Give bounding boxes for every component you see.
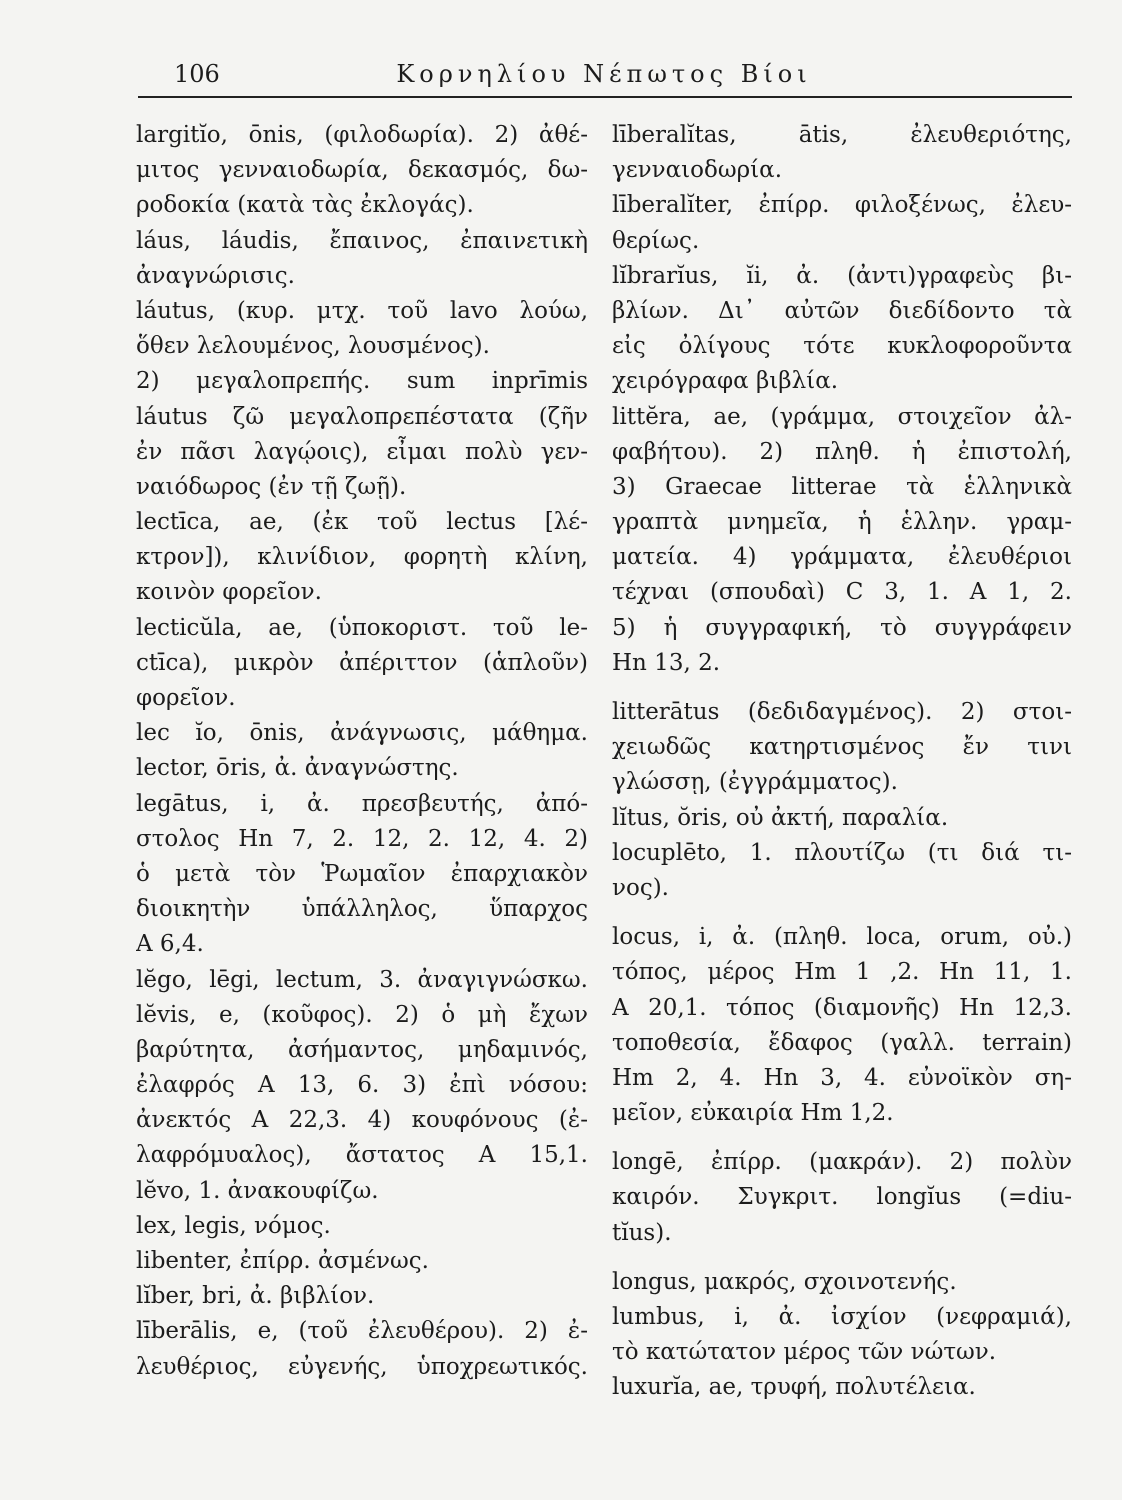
dictionary-line: τὸ κατώτατον μέρος τῶν νώτων. xyxy=(612,1339,997,1366)
dictionary-line: εἰς ὀλίγους τότε κυκλοφοροῦντα xyxy=(612,333,1072,360)
right-column xyxy=(612,118,1072,1406)
dictionary-line: láutus, (κυρ. μτχ. τοῦ lavo λούω, xyxy=(136,297,588,324)
dictionary-line: ὅθεν λελουμένος, λουσμένος). xyxy=(136,333,490,360)
dictionary-line: βαρύτητα, ἀσήμαντος, μηδαμινός, xyxy=(136,1036,588,1063)
dictionary-line: Hn 13, 2. xyxy=(612,649,721,676)
dictionary-line: lĕgo, lēgi, lectum, 3. ἀναγιγνώσκω. xyxy=(136,966,588,993)
dictionary-line: lectīca, ae, (ἐκ τοῦ lectus [λέ- xyxy=(136,509,588,536)
dictionary-line: μιτος γενναιοδωρία, δεκασμός, δω- xyxy=(136,157,588,184)
dictionary-line: λαφρόμυαλος), ἄστατος A 15,1. xyxy=(136,1142,588,1169)
dictionary-line: νος). xyxy=(612,874,669,901)
dictionary-line: láus, láudis, ἔπαινος, ἐπαινετικὴ xyxy=(136,227,588,254)
dictionary-line: A 20,1. τόπος (διαμονῆς) Hn 12,3. xyxy=(612,994,1072,1021)
dictionary-line: ναιόδωρος (ἐν τῇ ζωῇ). xyxy=(136,473,407,500)
dictionary-line: láutus ζῶ μεγαλοπρεπέστατα (ζῆν xyxy=(136,403,588,430)
dictionary-line: litterātus (δεδιδαγμένος). 2) στοι- xyxy=(612,699,1072,725)
dictionary-line: τόπος, μέρος Hm 1 ,2. Hn 11, 1. xyxy=(612,959,1072,986)
dictionary-line: τέχναι (σπουδαὶ) C 3, 1. A 1, 2. xyxy=(612,579,1072,606)
dictionary-line: lector, ōris, ἀ. ἀναγνώστης. xyxy=(136,755,459,782)
running-title: Κορνηλίου Νέπωτος Βίοι xyxy=(396,60,812,88)
dictionary-line: ἀνεκτός A 22,3. 4) κουφόνους (ἐ- xyxy=(136,1107,588,1134)
dictionary-line: lĭtus, ŏris, οὐ ἀκτή, παραλία. xyxy=(612,804,949,831)
dictionary-line: ὁ μετὰ τὸν Ῥωμαῖον ἐπαρχιακὸν xyxy=(136,860,588,887)
dictionary-line: 5) ἡ συγγραφική, τὸ συγγράφειν xyxy=(612,614,1072,641)
dictionary-line: līberalĭter, ἐπίρρ. φιλοξένως, ἐλευ- xyxy=(612,192,1072,219)
dictionary-line: τοποθεσία, ἔδαφος (γαλλ. terrain) xyxy=(612,1029,1072,1056)
dictionary-line: ἐλαφρός A 13, 6. 3) ἐπὶ νόσου: xyxy=(136,1072,588,1099)
left-column xyxy=(136,118,588,1385)
dictionary-line: ροδοκία (κατὰ τὰς ἐκλογάς). xyxy=(136,192,474,219)
dictionary-line: longē, ἐπίρρ. (μακράν). 2) πολὺν xyxy=(612,1149,1072,1176)
dictionary-line: γραπτὰ μνημεῖα, ἡ ἑλλην. γραμ- xyxy=(612,509,1072,536)
dictionary-line: χειωδῶς κατηρτισμένος ἔν τινι xyxy=(612,734,1072,761)
dictionary-line: καιρόν. Συγκριτ. longĭus (=diu- xyxy=(612,1184,1072,1211)
dictionary-line: lex, legis, νόμος. xyxy=(136,1212,331,1239)
dictionary-line: φορεῖον. xyxy=(136,685,236,711)
dictionary-line: 2) μεγαλοπρεπής. sum inprīmis xyxy=(136,368,588,395)
dictionary-line: βλίων. Δι᾿ αὐτῶν διεδίδοντο τὰ xyxy=(612,297,1072,324)
page-header xyxy=(138,58,1070,94)
dictionary-line: libenter, ἐπίρρ. ἀσμένως. xyxy=(136,1248,429,1274)
dictionary-line: διοικητὴν ὑπάλληλος, ὕπαρχος xyxy=(136,896,588,923)
entry-gap xyxy=(612,906,1072,920)
header-rule xyxy=(138,96,1072,98)
entry-gap xyxy=(612,1251,1072,1265)
dictionary-line: līberālis, e, (τοῦ ἐλευθέρου). 2) ἐ- xyxy=(136,1318,588,1345)
dictionary-line: lecticŭla, ae, (ὑποκοριστ. τοῦ le- xyxy=(136,614,588,641)
dictionary-line: φαβήτου). 2) πληθ. ἡ ἐπιστολή, xyxy=(612,438,1072,465)
dictionary-line: λευθέριος, εὐγενής, ὑποχρεωτικός. xyxy=(136,1353,588,1380)
dictionary-line: longus, μακρός, σχοινοτενής. xyxy=(612,1268,957,1295)
dictionary-line: legātus, i, ἀ. πρεσβευτής, ἀπό- xyxy=(136,790,588,817)
dictionary-line: lĕvo, 1. ἀνακουφίζω. xyxy=(136,1177,379,1204)
dictionary-line: tĭus). xyxy=(612,1219,672,1246)
dictionary-line: στολος Hn 7, 2. 12, 2. 12, 4. 2) xyxy=(136,825,588,852)
dictionary-line: ctīca), μικρὸν ἀπέριττον (ἁπλοῦν) xyxy=(136,649,588,676)
dictionary-line: κτρον]), κλινίδιον, φορητὴ κλίνη, xyxy=(136,544,588,571)
entry-gap xyxy=(612,681,1072,695)
dictionary-line: lĕvis, e, (κοῦφος). 2) ὁ μὴ ἔχων xyxy=(136,1001,588,1028)
dictionary-line: locuplēto, 1. πλουτίζω (τι διά τι- xyxy=(612,839,1072,866)
dictionary-line: Hm 2, 4. Hn 3, 4. εὐνοϊκὸν ση- xyxy=(612,1064,1072,1091)
dictionary-line: locus, i, ἀ. (πληθ. loca, orum, οὐ.) xyxy=(612,924,1072,951)
dictionary-line: largitĭo, ōnis, (φιλοδωρία). 2) ἀθέ- xyxy=(136,122,588,148)
dictionary-line: μεῖον, εὐκαιρία Hm 1,2. xyxy=(612,1100,894,1127)
entry-gap xyxy=(612,1131,1072,1145)
dictionary-line: līberalĭtas, ātis, ἐλευθεριότης, xyxy=(612,122,1072,148)
dictionary-line: lumbus, i, ἀ. ἰσχίον (νεφραμιά), xyxy=(612,1304,1072,1330)
dictionary-line: ἀναγνώρισις. xyxy=(136,262,295,289)
dictionary-line: lec ĭo, ōnis, ἀνάγνωσις, μάθημα. xyxy=(136,720,588,747)
dictionary-line: χειρόγραφα βιβλία. xyxy=(612,368,839,395)
dictionary-line: ματεία. 4) γράμματα, ἐλευθέριοι xyxy=(612,544,1072,571)
dictionary-line: lĭbrarĭus, ĭi, ἀ. (ἀντι)γραφεὺς βι- xyxy=(612,262,1072,289)
dictionary-line: A 6,4. xyxy=(136,931,204,958)
dictionary-line: lĭber, bri, ἀ. βιβλίον. xyxy=(136,1283,375,1310)
dictionary-line: luxurĭa, ae, τρυφή, πολυτέλεια. xyxy=(612,1374,976,1401)
dictionary-line: γλώσσῃ, (ἐγγράμματος). xyxy=(612,769,898,796)
dictionary-line: θερίως. xyxy=(612,227,700,254)
dictionary-line: littĕra, ae, (γράμμα, στοιχεῖον ἀλ- xyxy=(612,403,1072,430)
dictionary-line: κοινὸν φορεῖον. xyxy=(136,579,322,606)
page-number: 106 xyxy=(174,60,220,88)
dictionary-line: γενναιοδωρία. xyxy=(612,157,783,184)
dictionary-line: ἐν πᾶσι λαγῴοις), εἶμαι πολὺ γεν- xyxy=(136,438,588,465)
dictionary-line: 3) Graecae litterae τὰ ἑλληνικὰ xyxy=(612,473,1072,500)
